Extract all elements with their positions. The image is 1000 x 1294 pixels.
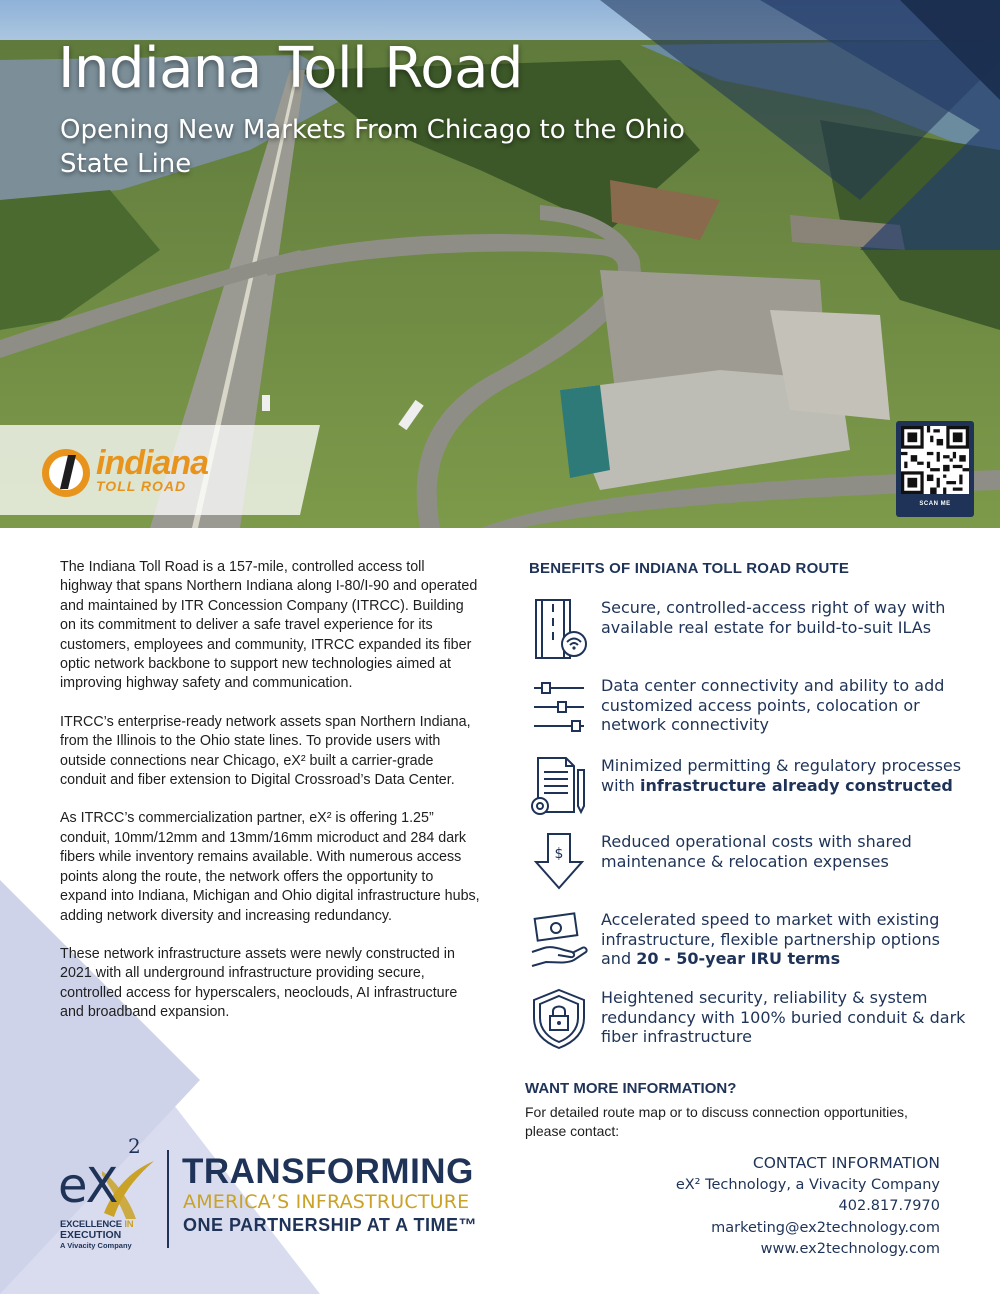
svg-text:$: $: [554, 846, 564, 862]
road-wifi-icon: [528, 598, 590, 660]
body-paragraph-1: The Indiana Toll Road is a 157-mile, controlled access toll highway that spans Northern Indiana along I-80/I-90 and operated and maintained by ITR Concession Company (ITRCC). Building on its commitment to deliver a safe travel experience for its customers, employees and community, ITRCC expanded its fiber optic network backbone to support new technologies aimed at improving highway safety and communication.: [60, 559, 478, 692]
benefit-item-security: [528, 988, 968, 1060]
benefit-text: [601, 910, 971, 969]
benefit-text: [601, 832, 971, 871]
contact-block: [676, 1153, 940, 1261]
down-arrow-dollar-icon: [528, 832, 590, 894]
benefit-text-plain: Data center connectivity and ability to add customized access points, colocation or network connectivity: [601, 676, 945, 735]
tagline-infrastructure: AMERICA’S INFRASTRUCTURE: [183, 1191, 470, 1213]
brand-in-word: IN: [124, 1219, 134, 1230]
brand-excellence-word: EXCELLENCE: [60, 1219, 125, 1230]
benefit-text-plain: Reduced operational costs with shared maintenance & relocation expenses: [601, 832, 912, 871]
benefit-item-speed: [528, 910, 968, 982]
benefit-item-right-of-way: [528, 598, 968, 670]
benefit-text: [601, 598, 971, 637]
contact-heading: CONTACT INFORMATION: [752, 1154, 940, 1172]
benefit-text-plain: Heightened security, reliability & system redundancy with 100% buried conduit & dark fiber infrastructure: [601, 988, 966, 1047]
contact-website[interactable]: www.ex2technology.com: [760, 1241, 940, 1257]
page-subtitle: Opening New Markets From Chicago to the Ohio State Line: [60, 115, 685, 179]
logo-word-indiana: indiana: [96, 444, 209, 482]
body-paragraph-4: These network infrastructure assets were newly constructed in 2021 with all underground infrastructure providing secure, controlled access for hyperscalers, neoclouds, AI infrastructure and broadband expansion.: [60, 945, 458, 1021]
brand-superscript: 2: [128, 1134, 141, 1158]
benefit-text-bold: infrastructure already constructed: [640, 775, 953, 795]
brand-mark-text: eX: [58, 1158, 117, 1214]
contact-email[interactable]: marketing@ex2technology.com: [711, 1219, 940, 1236]
benefit-text-plain: Accelerated speed to market with existing infrastructure, flexible partnership options and: [601, 910, 940, 969]
benefit-item-connectivity: [528, 676, 968, 748]
qr-code-icon[interactable]: [901, 426, 969, 494]
more-info-heading: WANT MORE INFORMATION?: [525, 1080, 737, 1097]
benefit-text: [601, 676, 971, 735]
brand-divider: [167, 1150, 169, 1248]
body-paragraph-3: As ITRCC’s commercialization partner, eX² is offering 1.25” conduit, 10mm/12mm and 13mm/16mm microduct and 284 dark fibers while inventory remains available. With numerous access points along the route, the network offers the opportunity to expand into Indiana, Michigan and Ohio digital infrastructure hubs, adding network diversity and increasing redundancy.: [60, 810, 480, 924]
contact-company: eX² Technology, a Vivacity Company: [675, 1176, 940, 1193]
contact-phone[interactable]: 402.817.7970: [838, 1198, 940, 1214]
more-info-text: For detailed route map or to discuss connection opportunities, please contact:: [525, 1104, 908, 1139]
sliders-icon: [528, 676, 590, 738]
body-copy: [60, 558, 480, 1042]
benefit-text-plain: Secure, controlled-access right of way with available real estate for build-to-suit ILAs: [601, 598, 946, 637]
body-paragraph-2: ITRCC’s enterprise-ready network assets span Northern Indiana, from the Illinois to the Ohio state lines. To provide users with outside connections near Chicago, eX² built a carrier-grade conduit and fiber extension to Digital Crossroad’s Data Center.: [60, 713, 471, 789]
document-gear-icon: [528, 756, 590, 818]
shield-lock-icon: [528, 988, 590, 1050]
benefits-heading: BENEFITS OF INDIANA TOLL ROAD ROUTE: [529, 560, 850, 577]
hero-banner: [0, 0, 1000, 528]
benefit-text-plain: Minimized permitting & regulatory processes with: [601, 756, 962, 795]
tagline-transforming: TRANSFORMING: [182, 1152, 474, 1191]
qr-label: SCAN ME: [919, 501, 951, 507]
benefit-text: [601, 756, 971, 795]
benefit-text-bold: 20 - 50-year IRU terms: [636, 949, 841, 969]
benefit-item-permitting: [528, 756, 968, 828]
qr-code-card[interactable]: [896, 421, 974, 517]
benefit-item-costs: [528, 832, 968, 904]
tagline-partnership: ONE PARTNERSHIP AT A TIME™: [183, 1215, 478, 1235]
hand-cash-icon: [528, 910, 590, 972]
brand-vivacity: A Vivacity Company: [60, 1241, 132, 1250]
logo-word-toll-road: TOLL ROAD: [96, 478, 187, 494]
page-title: Indiana Toll Road: [58, 36, 523, 101]
benefit-text: [601, 988, 971, 1047]
brand-execution: EXECUTION: [60, 1229, 122, 1241]
